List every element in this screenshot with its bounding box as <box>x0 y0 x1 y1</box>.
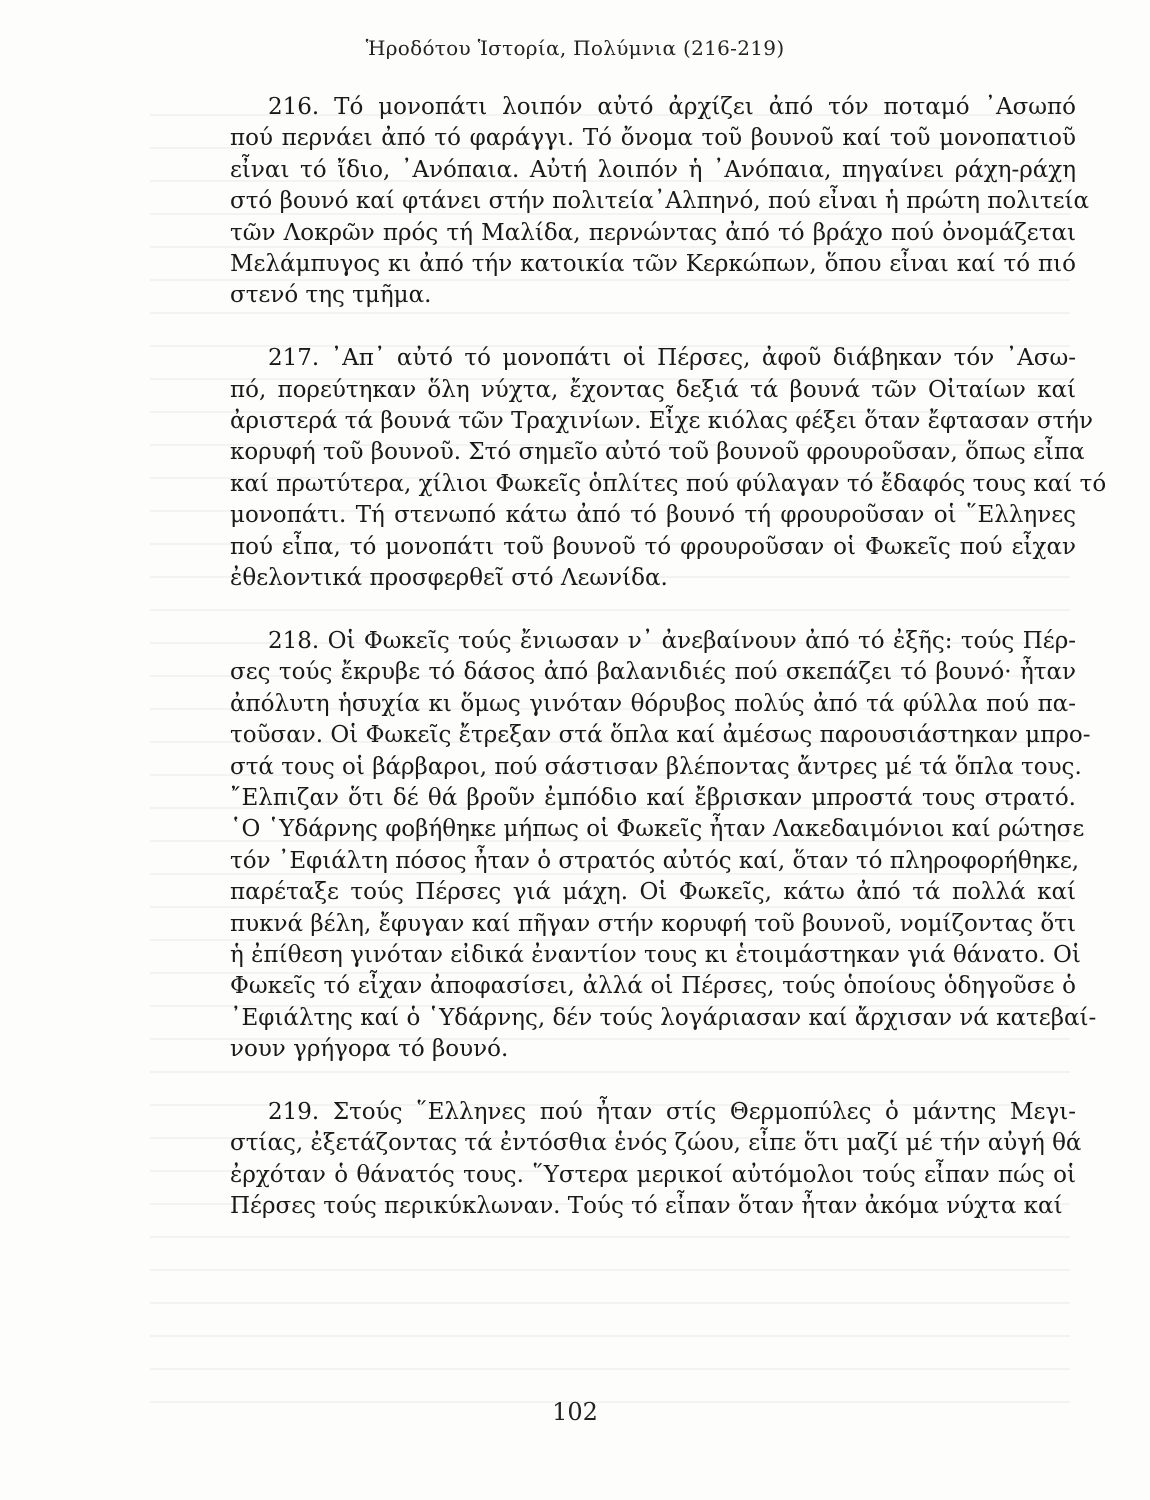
text-line: ἐρχόταν ὁ θάνατός τους. ῞Υστερα μερικοί αὐτόμολοι τούς εἶπαν πώς οἱ <box>230 1161 1076 1188</box>
text-line: εἶναι τό ἴδιο, ᾿Ανόπαια. Αὐτή λοιπόν ἡ ᾿Ανόπαια, πηγαίνει ράχη-ράχη <box>230 156 1076 183</box>
text-line: παρέταξε τούς Πέρσες γιά μάχη. Οἱ Φωκεῖς, κάτω ἀπό τά πολλά καί <box>230 879 1076 906</box>
text-line: ἀριστερά τά βουνά τῶν Τραχινίων. Εἶχε κιόλας φέξει ὅταν ἔφτασαν στήν <box>230 408 1094 435</box>
text-line: μονοπάτι. Τή στενωπό κάτω ἀπό τό βουνό τή φρουροῦσαν οἱ ῞Ελληνες <box>230 502 1076 529</box>
text-line: τόν ᾿Εφιάλτη πόσος ἦταν ὁ στρατός αὐτός καί, ὅταν τό πληροφορήθηκε, <box>230 847 1080 874</box>
text-line: Μελάμπυγος κι ἀπό τήν κατοικία τῶν Κερκώπων, ὅπου εἶναι καί τό πιό <box>230 251 1076 278</box>
text-line: Πέρσες τούς περικύκλωναν. Τούς τό εἶπαν ὅταν ἦταν ἀκόμα νύχτα καί <box>230 1193 1063 1220</box>
text-line: ῎Ελπιζαν ὅτι δέ θά βροῦν ἐμπόδιο καί ἔβρισκαν μπροστά τους στρατό. <box>230 784 1076 811</box>
text-line: 218. Οἱ Φωκεῖς τούς ἔνιωσαν ν᾿ ἀνεβαίνουν ἀπό τό ἐξῆς: τούς Πέρ- <box>268 627 1076 654</box>
text-line: τοῦσαν. Οἱ Φωκεῖς ἔτρεξαν στά ὅπλα καί ἀμέσως παρουσιάστηκαν μπρο- <box>230 722 1091 749</box>
text-line: ἡ ἐπίθεση γινόταν εἰδικά ἐναντίον τους κι ἑτοιμάστηκαν γιά θάνατο. Οἱ <box>230 941 1081 968</box>
body-text <box>230 92 1107 1254</box>
text-line: σες τούς ἔκρυβε τό δάσος ἀπό βαλανιδιές πού σκεπάζει τό βουνό· ἦταν <box>230 659 1076 686</box>
text-line: πού περνάει ἀπό τό φαράγγι. Τό ὄνομα τοῦ βουνοῦ καί τοῦ μονοπατιοῦ <box>230 125 1076 152</box>
text-line: κορυφή τοῦ βουνοῦ. Στό σημεῖο αὐτό τοῦ βουνοῦ φρουροῦσαν, ὅπως εἶπα <box>230 439 1085 466</box>
text-line: στό βουνό καί φτάνει στήν πολιτεία᾿Αλπηνό, πού εἶναι ἡ πρώτη πολιτεία <box>230 188 1090 215</box>
paragraph-219 <box>230 1097 1082 1223</box>
text-line: πυκνά βέλη, ἔφυγαν καί πῆγαν στήν κορυφή τοῦ βουνοῦ, νομίζοντας ὅτι <box>230 910 1076 937</box>
text-line: ᾿Εφιάλτης καί ὁ ῾Υδάρνης, δέν τούς λογάριασαν καί ἄρχισαν νά κατεβαί- <box>230 1004 1097 1031</box>
text-line: 216. Τό μονοπάτι λοιπόν αὐτό ἀρχίζει ἀπό τόν ποταμό ᾿Ασωπό <box>268 94 1076 120</box>
text-line: νουν γρήγορα τό βουνό. <box>230 1036 509 1063</box>
paragraph-217 <box>230 343 1107 594</box>
text-line: στενό της τμῆμα. <box>230 282 432 309</box>
text-line: στίας, ἐξετάζοντας τά ἐντόσθια ἑνός ζώου, εἶπε ὅτι μαζί μέ τήν αὐγή θά <box>230 1130 1082 1157</box>
text-line: ἐθελοντικά προσφερθεῖ στό Λεωνίδα. <box>230 565 668 592</box>
text-line: ἀπόλυτη ἡσυχία κι ὅμως γινόταν θόρυβος πολύς ἀπό τά φύλλα πού πα- <box>230 690 1076 717</box>
text-line: 219. Στούς ῞Ελληνες πού ἦταν στίς Θερμοπύλες ὁ μάντης Μεγι- <box>268 1098 1076 1125</box>
text-line: στά τους οἱ βάρβαροι, πού σάστισαν βλέποντας ἄντρες μέ τά ὅπλα τους. <box>230 753 1082 780</box>
text-line: ῾Ο ῾Υδάρνης φοβήθηκε μήπως οἱ Φωκεῖς ἦταν Λακεδαιμόνιοι καί ρώτησε <box>230 816 1085 843</box>
text-line: πού εἶπα, τό μονοπάτι τοῦ βουνοῦ τό φρουροῦσαν οἱ Φωκεῖς πού εἶχαν <box>230 533 1076 560</box>
text-line: καί πρωτύτερα, χίλιοι Φωκεῖς ὁπλίτες πού φύλαγαν τό ἔδαφός τους καί τό <box>230 470 1107 497</box>
text-line: Φωκεῖς τό εἶχαν ἀποφασίσει, ἀλλά οἱ Πέρσες, τούς ὁποίους ὁδηγοῦσε ὁ <box>230 973 1076 1000</box>
text-line: πό, πορεύτηκαν ὅλη νύχτα, ἔχοντας δεξιά τά βουνά τῶν Οἰταίων καί <box>230 376 1076 403</box>
page-number: 102 <box>552 1398 598 1426</box>
paragraph-216 <box>230 92 1090 312</box>
running-head: Ἡροδότου Ἱστορία, Πολύμνια (216-219) <box>365 36 785 60</box>
text-line: τῶν Λοκρῶν πρός τή Μαλίδα, περνώντας ἀπό τό βράχο πού ὀνομάζεται <box>230 219 1076 246</box>
text-line: 217. ᾿Απ᾿ αὐτό τό μονοπάτι οἱ Πέρσες, ἀφοῦ διάβηκαν τόν ᾿Ασω- <box>268 345 1076 372</box>
paragraph-218 <box>230 626 1097 1066</box>
